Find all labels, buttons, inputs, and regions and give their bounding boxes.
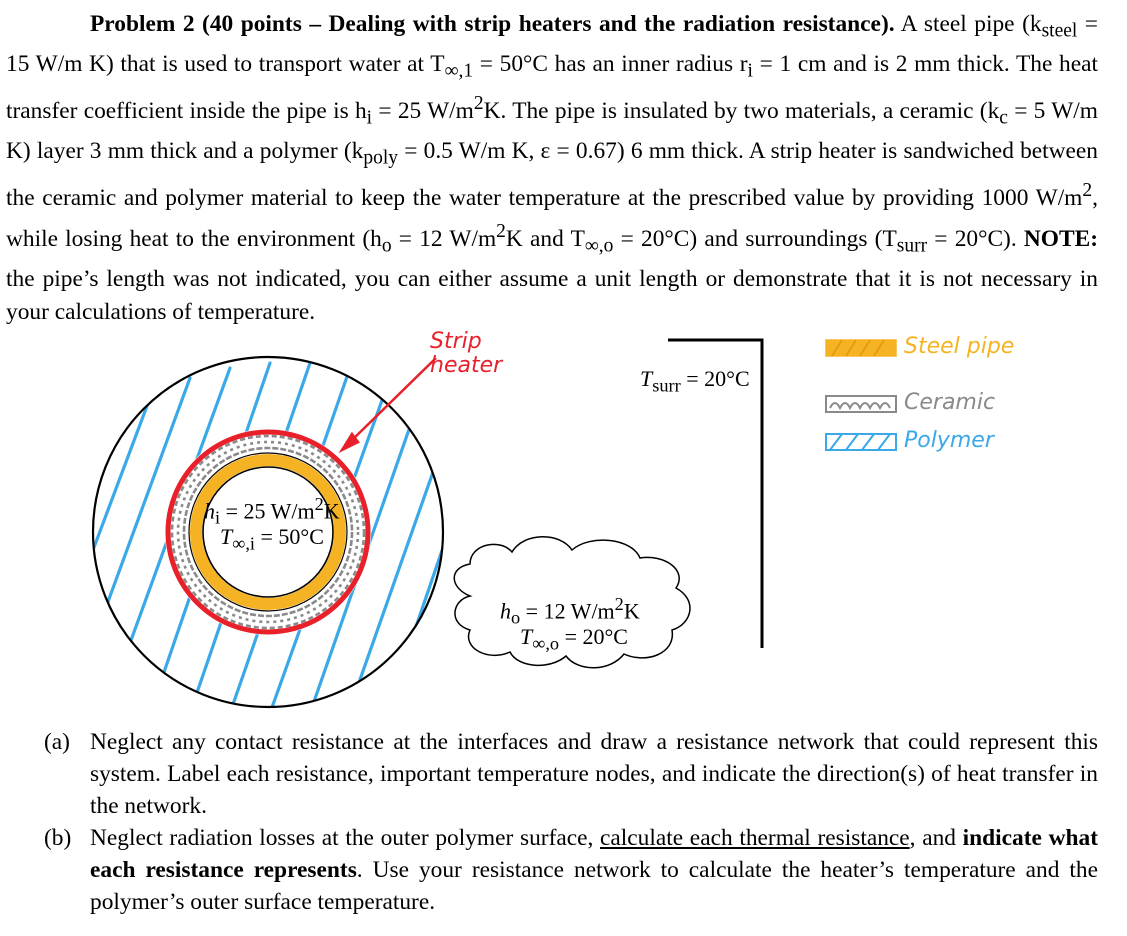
hi-label: $h_i = 25$ $W/m^2K$ bbox=[204, 494, 340, 528]
heater-arrow bbox=[342, 358, 436, 450]
tsurr-label: $T_{surr} = 20^\circ C$ bbox=[640, 366, 750, 396]
tinf-o-label: $T_{\infty,o} = 20^\circ C$ bbox=[520, 624, 628, 654]
legend-steel-label: Steel pipe bbox=[904, 334, 1015, 359]
problem-title: Problem 2 (40 points – Dealing with strip heaters and the radiation resistance). bbox=[90, 11, 895, 37]
legend-ceramic-label: Ceramic bbox=[904, 390, 996, 415]
tinf-i-label: $T_{\infty,i} = 50^\circ C$ bbox=[220, 524, 324, 554]
question-list bbox=[44, 726, 1098, 918]
question-marker: (b) bbox=[44, 825, 72, 851]
legend-swatches bbox=[826, 340, 896, 450]
question-marker: (a) bbox=[44, 729, 70, 755]
pipe-figure bbox=[0, 318, 1127, 718]
note-label: NOTE: bbox=[1023, 226, 1098, 253]
legend-polymer-label: Polymer bbox=[904, 428, 994, 453]
note-text: the pipe’s length was not indicated, you can either assume a unit length or demonstrate that it is not necessary in your calculations of temperature. bbox=[6, 265, 1098, 325]
question-a bbox=[44, 726, 1098, 822]
strip-heater-label: Strip heater bbox=[430, 329, 503, 378]
ho-label: $h_o = 12$ $W/m^2K$ bbox=[500, 594, 640, 628]
problem-statement: Problem 2 (40 points – Dealing with strip heaters and the radiation resistance). A steel pipe ($k_{steel} = 15$ W/m K) that is used to transport water at $T_{\infty,1} = 50^\circ C$ has an inner radius $r_i = 1$ cm and is 2 mm thick. The heat transfer coefficient inside the pipe is $h_i = 25$ $W/m^2K$. The pipe is insulated by two materials, a ceramic ($k_c = 5$ W/m K) layer 3 mm thick and a polymer ($k_{poly} = 0.5$ W/m K, ε = 0.67) 6 mm thick. A strip heater is sandwiched between the ceramic and polymer material to keep the water temperature at the prescribed value by providing 1000 $W/m^2$, while losing heat to the environment ($h_o = 12$ $W/m^2K$ and $T_{\infty,o} = 20^\circ C$) and surroundings $(T_{surr} = 20^\circ C)$. NOTE: the pipe’s length was not indicated, you can either assume a unit length or demonstrate that it is not necessary in your calculations of temperature. bbox=[6, 11, 1098, 325]
question-b bbox=[44, 822, 1098, 918]
pipe-cross-section-diagram bbox=[0, 318, 1127, 718]
question-text: Neglect radiation losses at the outer polymer surface, calculate each thermal resistance, and indicate what each resistance represents. Use your resistance network to calculate the heater’s temperature and the polymer’s outer surface temperature. bbox=[90, 825, 1098, 915]
question-text: Neglect any contact resistance at the interfaces and draw a resistance network that could represent this system. Label each resistance, important temperature nodes, and indicate the direction(s) of heat transfer in the network. bbox=[90, 729, 1098, 819]
